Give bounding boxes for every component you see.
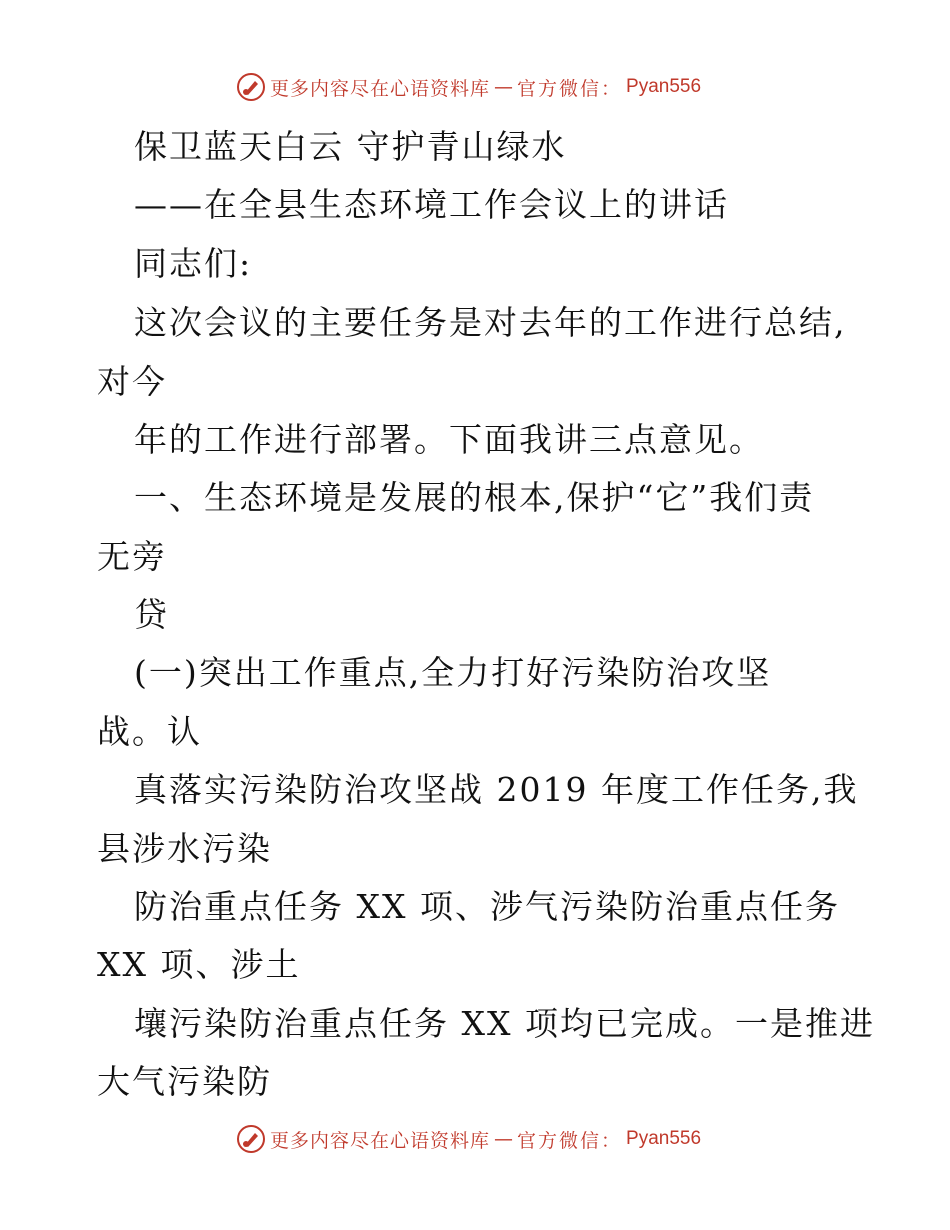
banner-text: 更多内容尽在心语资料库 (270, 1129, 491, 1152)
doc-title: 保卫蓝天白云 守护青山绿水 (134, 127, 567, 166)
doc-subtitle: ——在全县生态环境工作会议上的讲话 (134, 185, 729, 224)
doc-line: 防治重点任务 XX 项、涉气污染防治重点任务 (134, 887, 840, 926)
doc-line: 对今 (97, 362, 167, 401)
banner-wechat-label: 官方微信： (517, 1129, 623, 1152)
doc-line: 年的工作进行部署。下面我讲三点意见。 (134, 420, 764, 459)
banner-separator: — (494, 1128, 514, 1150)
doc-line: 县涉水污染 (97, 829, 272, 868)
banner-wechat-label: 官方微信： (517, 77, 623, 100)
doc-line: 战。认 (97, 712, 202, 751)
doc-line: 真落实污染防治攻坚战 2019 年度工作任务,我 (134, 770, 859, 809)
doc-section-heading: 一、生态环境是发展的根本,保护“它”我们责 (134, 478, 815, 517)
doc-line: 贷 (134, 595, 169, 634)
banner-wechat-id: Pyan556 (626, 1128, 702, 1149)
pen-logo-icon (236, 72, 266, 102)
banner-separator: — (494, 76, 514, 98)
doc-line: 这次会议的主要任务是对去年的工作进行总结, (134, 303, 847, 342)
header-watermark-banner (236, 72, 701, 102)
doc-line: 壤污染防治重点任务 XX 项均已完成。一是推进 (134, 1004, 875, 1043)
doc-line: 大气污染防 (97, 1062, 272, 1101)
doc-line: XX 项、涉土 (97, 945, 301, 984)
footer-watermark-banner (236, 1124, 701, 1154)
doc-line: 无旁 (97, 537, 167, 576)
doc-salutation: 同志们: (134, 244, 253, 283)
doc-subsection-heading: (一)突出工作重点,全力打好污染防治攻坚 (134, 653, 772, 692)
banner-wechat-id: Pyan556 (626, 76, 702, 97)
pen-logo-icon (236, 1124, 266, 1154)
banner-text: 更多内容尽在心语资料库 (270, 77, 491, 100)
